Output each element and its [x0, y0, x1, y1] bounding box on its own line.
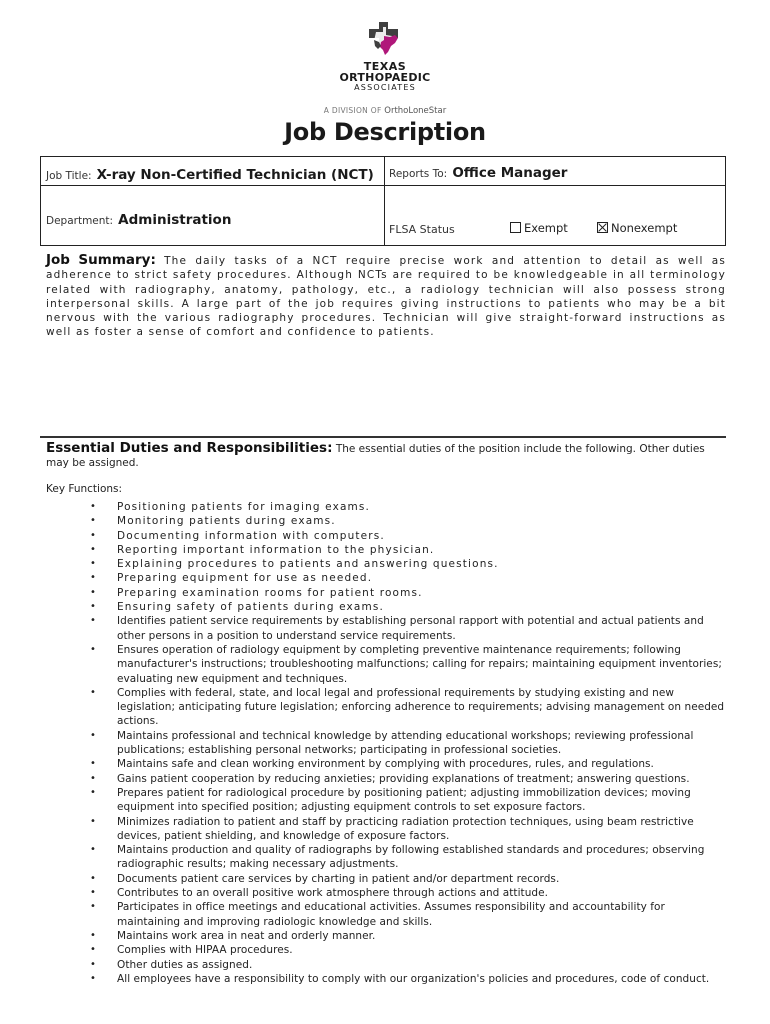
division-name: OrthoLoneStar	[384, 106, 447, 116]
key-function-item	[90, 686, 726, 729]
nonexempt-checkbox[interactable]	[597, 222, 608, 233]
reports-to-label: Reports To:	[389, 168, 448, 180]
key-function-item	[90, 900, 726, 929]
key-function-item	[90, 929, 726, 943]
bullet-icon: •	[90, 815, 96, 827]
logo-line-associates: ASSOCIATES	[354, 83, 416, 92]
key-function-item	[90, 843, 726, 872]
key-function-item	[90, 543, 726, 557]
nonexempt-option[interactable]	[597, 217, 677, 236]
bullet-icon: •	[90, 772, 96, 784]
bullet-icon: •	[90, 586, 98, 598]
key-function-text: Maintains professional and technical knowledge by attending educational workshops; reviewing professional publications; establishing personal networks; participating in professional societies.	[117, 729, 694, 757]
job-title-label: Job Title:	[46, 170, 92, 182]
job-summary-heading: Job Summary:	[46, 252, 156, 268]
bullet-icon: •	[90, 558, 98, 570]
key-function-text: Other duties as assigned.	[117, 958, 253, 971]
division-prefix: A DIVISION OF	[323, 106, 382, 115]
job-info-table	[40, 156, 726, 246]
key-function-text: Complies with HIPAA procedures.	[117, 944, 293, 957]
bullet-icon: •	[90, 529, 98, 541]
key-function-text: Reporting important information to the physician.	[117, 543, 435, 556]
key-function-item	[90, 772, 726, 786]
reports-to-cell	[389, 162, 567, 181]
logo-line-orthopaedic: ORTHOPAEDIC	[339, 71, 431, 84]
key-function-item	[90, 600, 726, 614]
key-function-text: Documents patient care services by charting in patient and/or department records.	[117, 872, 560, 885]
exempt-option[interactable]	[510, 217, 568, 236]
key-function-item	[90, 943, 726, 957]
bullet-icon: •	[90, 686, 96, 698]
key-function-item	[90, 643, 726, 686]
bullet-icon: •	[90, 872, 96, 884]
key-function-item	[90, 972, 726, 986]
key-function-text: Identifies patient service requirements by establishing personal rapport with potential and actual patients and other persons in a position to understand service requirements.	[117, 615, 704, 642]
flsa-label-cell	[389, 218, 455, 237]
exempt-checkbox[interactable]	[510, 222, 521, 233]
key-function-item	[90, 614, 726, 643]
key-function-text: Explaining procedures to patients and answering questions.	[117, 558, 499, 571]
key-function-text: Preparing equipment for use as needed.	[117, 572, 373, 585]
key-function-text: Minimizes radiation to patient and staff by practicing radiation protection techniques, using beam restrictive devices, patient shielding, and knowledge of exposure factors.	[117, 815, 694, 842]
key-function-item	[90, 786, 726, 815]
duties-intro: The essential duties of the position include the following. Other duties may be assigned.	[46, 443, 705, 470]
bullet-icon: •	[90, 615, 96, 627]
key-function-item	[90, 514, 726, 528]
bullet-icon: •	[90, 729, 96, 741]
key-function-text: Gains patient cooperation by reducing anxieties; providing explanations of treatment; answering questions.	[117, 772, 690, 785]
key-function-item	[90, 958, 726, 972]
flsa-status-label: FLSA Status	[389, 223, 455, 236]
job-title-value: X-ray Non-Certified Technician (NCT)	[96, 167, 374, 183]
bullet-icon: •	[90, 758, 96, 770]
section-divider	[40, 436, 726, 438]
bullet-icon: •	[90, 643, 96, 655]
bullet-icon: •	[90, 501, 98, 512]
bullet-icon: •	[90, 543, 98, 555]
key-function-item	[90, 757, 726, 771]
key-function-item	[90, 729, 726, 758]
key-function-text: Complies with federal, state, and local legal and professional requirements by studying existing and new legislation; anticipating future legislation; enforcing adherence to requirements; advising management on needed actions.	[117, 686, 725, 728]
exempt-label: Exempt	[524, 221, 568, 235]
key-function-item	[90, 886, 726, 900]
key-function-text: Positioning patients for imaging exams.	[117, 501, 371, 513]
duties-section	[46, 441, 726, 471]
company-logo	[0, 22, 770, 118]
table-divider-horizontal	[41, 185, 725, 186]
key-function-item	[90, 815, 726, 844]
bullet-icon: •	[90, 515, 98, 527]
key-function-text: Ensuring safety of patients during exams.	[117, 601, 384, 614]
key-function-text: Ensures operation of radiology equipment by completing preventive maintenance requirements; following manufacturer's instructions; troubleshooting malfunctions; calling for repairs; maintaining equipment inventories; evaluating new equipment and techniques.	[117, 643, 722, 685]
key-function-item	[90, 557, 726, 571]
job-title-cell	[46, 164, 374, 183]
duties-heading: Essential Duties and Responsibilities:	[46, 440, 333, 456]
key-function-text: Prepares patient for radiological procedure by positioning patient; adjusting immobilization devices; moving equipment into specified position; adjusting equipment controls to set exposure factors.	[117, 786, 691, 814]
key-function-text: Preparing examination rooms for patient rooms.	[117, 586, 423, 599]
key-function-text: Monitoring patients during exams.	[117, 515, 336, 528]
key-function-item	[90, 529, 726, 543]
bullet-icon: •	[90, 786, 96, 798]
key-function-item	[90, 586, 726, 600]
department-cell	[46, 209, 231, 228]
job-summary-text: The daily tasks of a NCT require precise work and attention to detail as well as adherence to strict safety procedures. Although NCTs are required to be knowledgeable in all terminology related with radiography, anatomy, pathology, etc., a radiology technician will also possess strong interpersonal skills. A large part of the job requires giving instructions to patients who may be a bit nervous with the various radiography procedures. Technician will give straight-forward instructions as well as foster a sense of comfort and confidence to patients.	[46, 255, 726, 339]
key-functions-label: Key Functions:	[46, 483, 123, 495]
key-function-text: All employees have a responsibility to comply with our organization's policies and procedures, code of conduct.	[117, 972, 710, 985]
key-functions-list	[90, 500, 726, 986]
page-title: Job Description	[284, 118, 486, 146]
department-label: Department:	[46, 215, 114, 227]
key-function-item	[90, 500, 726, 514]
key-function-text: Maintains safe and clean working environment by complying with procedures, rules, and regulations.	[117, 758, 654, 771]
department-value: Administration	[118, 212, 232, 228]
table-divider-vertical	[384, 157, 385, 245]
key-function-text: Contributes to an overall positive work atmosphere through actions and attitude.	[117, 887, 549, 900]
bullet-icon: •	[90, 901, 96, 913]
key-function-item	[90, 872, 726, 886]
logo-division-line	[0, 106, 770, 116]
bullet-icon: •	[90, 844, 96, 856]
bullet-icon: •	[90, 572, 98, 584]
key-function-text: Maintains production and quality of radiographs by following established standards and procedures; observing radiographic results; making necessary adjustments.	[117, 844, 705, 871]
nonexempt-label: Nonexempt	[611, 221, 678, 235]
job-summary-section	[46, 253, 726, 340]
bullet-icon: •	[90, 972, 96, 984]
bullet-icon: •	[90, 887, 96, 899]
key-function-text: Participates in office meetings and educational activities. Assumes responsibility and accountability for maintaining and improving radiologic knowledge and skills.	[117, 901, 665, 928]
reports-to-value: Office Manager	[452, 165, 568, 181]
logo-line-texas: TEXAS	[363, 60, 407, 73]
bullet-icon: •	[90, 958, 96, 970]
bullet-icon: •	[90, 944, 96, 956]
bullet-icon: •	[90, 929, 96, 941]
key-function-text: Maintains work area in neat and orderly manner.	[117, 929, 376, 942]
key-function-text: Documenting information with computers.	[117, 529, 385, 542]
texas-cross-logo-icon	[365, 22, 405, 58]
key-function-item	[90, 571, 726, 585]
bullet-icon: •	[90, 601, 98, 613]
